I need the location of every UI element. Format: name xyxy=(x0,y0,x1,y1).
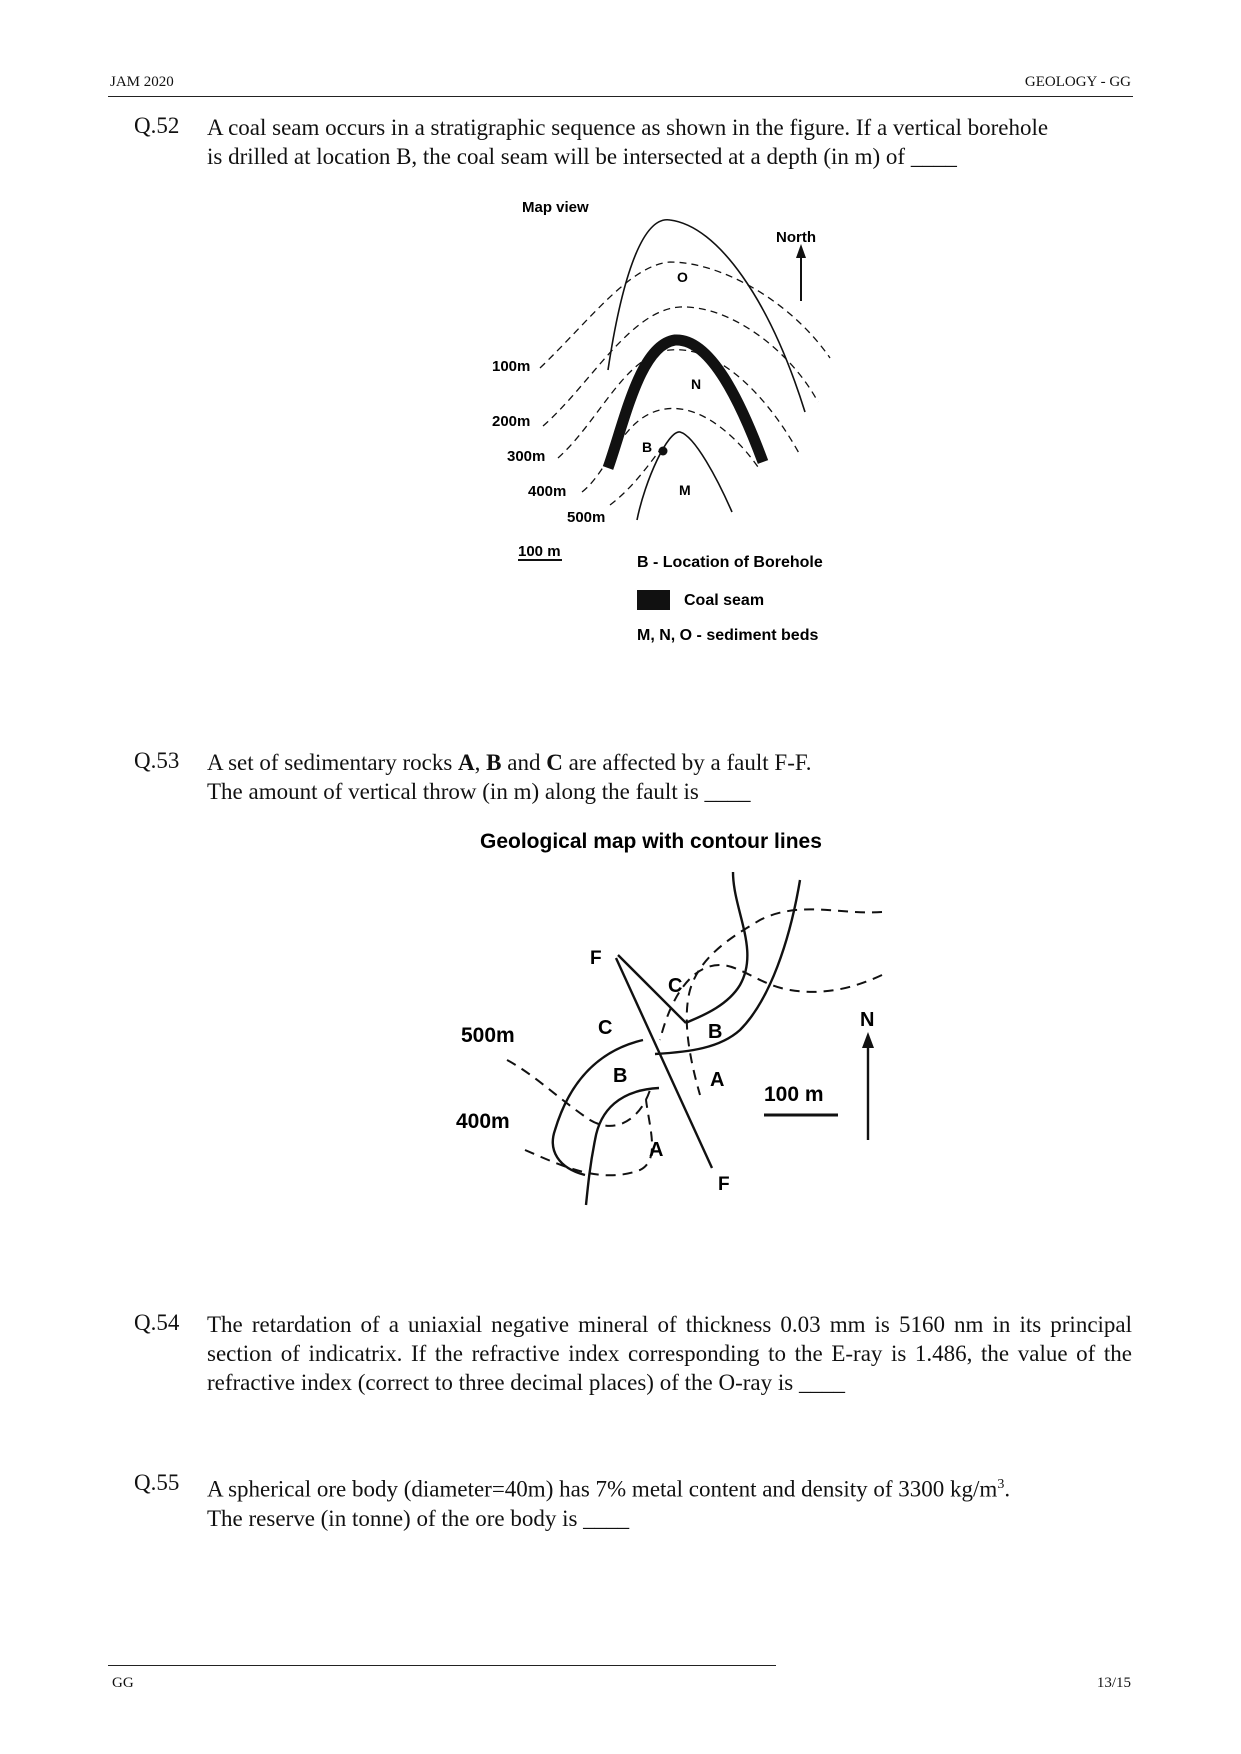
legend-beds-text: M, N, O - sediment beds xyxy=(637,627,819,644)
contact-b-a-east xyxy=(655,880,800,1054)
contour-label-400m: 400m xyxy=(456,1110,510,1133)
question-number-54: Q.54 xyxy=(134,1310,180,1335)
question-53-separator: , xyxy=(474,750,487,775)
coal-seam xyxy=(608,340,763,468)
contour-line-400m-east xyxy=(660,965,882,1040)
header-divider xyxy=(108,96,1133,97)
contour-label-100m: 100m xyxy=(492,358,531,375)
question-55-period: . xyxy=(1004,1476,1011,1502)
question-text-54 xyxy=(207,1310,1132,1397)
north-label-53: N xyxy=(860,1009,875,1031)
question-text-53 xyxy=(207,748,1132,806)
contour-line-500m xyxy=(610,450,660,505)
contour-label-500m: 500m xyxy=(567,509,606,526)
north-arrow-head-icon xyxy=(796,244,806,258)
north-label: North xyxy=(776,229,816,246)
contact-c-b-west xyxy=(553,1040,643,1175)
scale-label-53: 100 m xyxy=(764,1083,824,1106)
figure-fault-contour-map xyxy=(440,820,890,1215)
rock-c-label: C xyxy=(546,750,563,775)
question-54-line-1: The retardation of a uniaxial negative mineral of thickness 0.03 mm is 5160 nm in its xyxy=(207,1312,1042,1337)
contour-line-200m xyxy=(543,307,818,426)
fault-label-bottom: F xyxy=(718,1174,730,1195)
contour-label-400m: 400m xyxy=(528,483,567,500)
fault-line-lower xyxy=(616,958,712,1168)
question-52-line-2: is drilled at location B, the coal seam will be intersected at a depth (in m) of ____ xyxy=(207,144,957,169)
figure-coal-seam-map xyxy=(470,190,850,650)
legend-borehole-text: B - Location of Borehole xyxy=(637,554,823,571)
footer-divider xyxy=(108,1665,776,1666)
contour-line-500m-west xyxy=(507,1060,650,1126)
figure-53-title: Geological map with contour lines xyxy=(480,830,822,853)
figure-52-title: Map view xyxy=(522,199,589,216)
question-text-52 xyxy=(207,113,1132,171)
north-arrow-head-icon-53 xyxy=(862,1032,874,1048)
contour-label-300m: 300m xyxy=(507,448,546,465)
bed-label-n: N xyxy=(691,376,702,392)
borehole-marker xyxy=(659,447,668,456)
contact-c-b-east xyxy=(686,872,747,1023)
borehole-label: B xyxy=(642,439,653,455)
question-53-line-1 xyxy=(207,748,1132,777)
contour-line-400m-west xyxy=(525,1100,652,1175)
question-53-text-post: are affected by a fault F-F. xyxy=(562,750,812,775)
contour-line-300m xyxy=(558,350,800,458)
question-number-55: Q.55 xyxy=(134,1470,180,1495)
unit-label-b-east: B xyxy=(708,1021,723,1043)
rock-b-label: B xyxy=(486,750,502,775)
unit-label-c-east: C xyxy=(668,975,683,997)
header-exam-name: JAM 2020 xyxy=(110,74,174,90)
fault-label-top: F xyxy=(590,948,602,969)
question-text-55 xyxy=(207,1470,1132,1533)
unit-label-a-west: A xyxy=(649,1139,664,1161)
unit-label-a-east: A xyxy=(710,1069,725,1091)
unit-label-c-west: C xyxy=(598,1017,613,1039)
bed-label-o: O xyxy=(677,269,688,285)
question-55-line-1 xyxy=(207,1470,1132,1504)
contour-label-200m: 200m xyxy=(492,413,531,430)
question-53-line-2: The amount of vertical throw (in m) along the fault is ____ xyxy=(207,779,751,804)
question-53-and: and xyxy=(501,750,547,775)
contour-label-500m: 500m xyxy=(461,1024,515,1047)
contour-line-500m-east xyxy=(687,909,882,1095)
unit-exponent: 3 xyxy=(997,1477,1005,1492)
legend-coal-text: Coal seam xyxy=(684,592,765,609)
question-52-line-1: A coal seam occurs in a stratigraphic sequence as shown in the figure. If a vertical borehole xyxy=(207,115,1049,140)
bed-label-m: M xyxy=(679,482,691,498)
question-number-52: Q.52 xyxy=(134,113,180,138)
header-paper-name: GEOLOGY - GG xyxy=(1024,74,1131,90)
scale-label-52: 100 m xyxy=(518,543,561,560)
question-number-53: Q.53 xyxy=(134,748,180,773)
question-55-line-2: The reserve (in tonne) of the ore body is ____ xyxy=(207,1505,630,1531)
footer-page-number: 13/15 xyxy=(1096,1675,1131,1691)
unit-label-b-west: B xyxy=(613,1065,628,1087)
rock-a-label: A xyxy=(458,750,475,775)
legend-coal-swatch xyxy=(637,590,670,610)
footer-subject-code: GG xyxy=(112,1675,134,1691)
question-54-line-2: principal section of indicatrix. If the refractive index corresponding to the E-ray is 1.486, the xyxy=(207,1312,1133,1366)
question-54-line-3: value of the refractive index (correct to three decimal places) of the O-ray is ____ xyxy=(207,1341,1133,1395)
question-53-text-pre: A set of sedimentary rocks xyxy=(207,750,459,775)
question-55-text: A spherical ore body (diameter=40m) has 7% metal content and density of 3300 kg/m xyxy=(207,1476,998,1502)
